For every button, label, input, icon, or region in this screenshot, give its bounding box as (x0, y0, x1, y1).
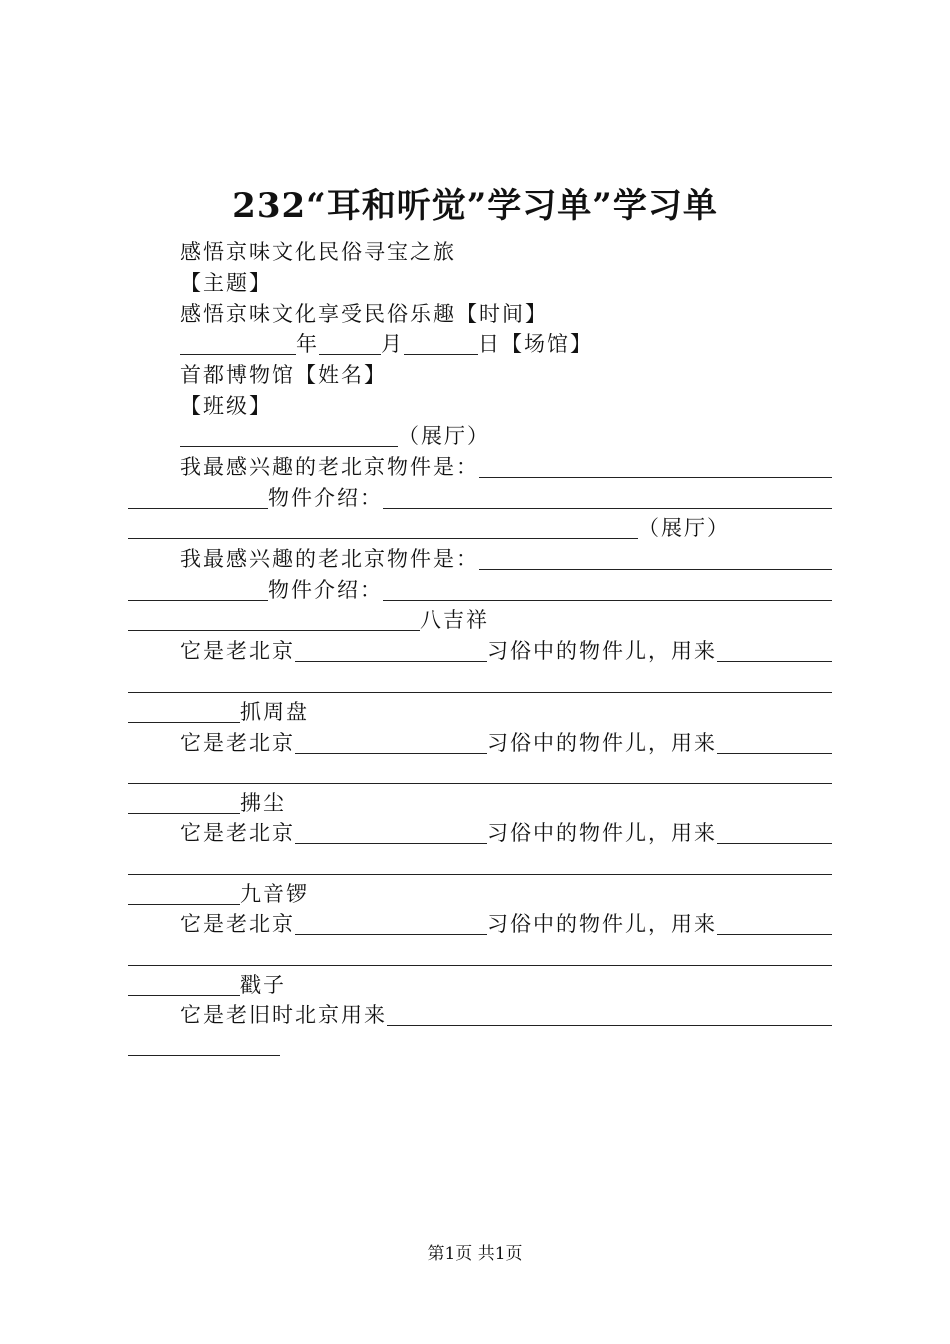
intro-blank[interactable] (383, 484, 832, 509)
use-blank[interactable] (717, 637, 832, 662)
custom-prefix: 它是老北京 (180, 639, 295, 663)
blank-line (128, 849, 832, 879)
custom-mid: 习俗中的物件儿，用来 (487, 912, 717, 936)
custom-mid: 习俗中的物件儿，用来 (487, 821, 717, 845)
custom-line (128, 636, 832, 666)
item-pre-blank[interactable] (128, 789, 240, 814)
custom-blank[interactable] (295, 819, 487, 844)
year-blank[interactable] (180, 330, 296, 355)
hall-line (128, 513, 832, 543)
intro-pre-blank[interactable] (128, 576, 268, 601)
custom-blank[interactable] (295, 637, 487, 662)
hall-label: （展厅） (638, 516, 730, 540)
custom-line (128, 909, 832, 939)
document-title: 232“耳和听觉”学习单”学习单 (232, 186, 718, 226)
custom-blank[interactable] (295, 729, 487, 754)
object-line (128, 452, 832, 482)
item-name: 戳子 (240, 973, 286, 997)
date-line (128, 329, 832, 359)
page-footer: 第1页 共1页 (427, 1244, 523, 1264)
object-blank[interactable] (479, 453, 832, 478)
custom-mid: 习俗中的物件儿，用来 (487, 639, 717, 663)
object-prompt: 我最感兴趣的老北京物件是： (180, 455, 479, 479)
custom-prefix: 它是老北京 (180, 731, 295, 755)
custom-prefix: 它是老北京 (180, 821, 295, 845)
day-blank[interactable] (404, 330, 478, 355)
intro-blank[interactable] (383, 576, 832, 601)
month-label: 月 (381, 332, 404, 356)
full-blank[interactable] (128, 759, 832, 784)
item-pre-blank[interactable] (128, 606, 420, 631)
item-pre-blank[interactable] (128, 971, 240, 996)
month-blank[interactable] (319, 330, 381, 355)
object-line (128, 544, 832, 574)
use-blank[interactable] (717, 729, 832, 754)
intro-line (128, 483, 832, 513)
text-line (128, 391, 832, 421)
text-line (128, 237, 832, 267)
hall-label: （展厅） (398, 424, 490, 448)
theme-text: 感悟京味文化享受民俗乐趣【时间】 (180, 302, 548, 326)
theme-label: 【主题】 (180, 271, 272, 295)
item-pre-blank[interactable] (128, 880, 240, 905)
use-blank[interactable] (717, 910, 832, 935)
hall-blank[interactable] (180, 422, 398, 447)
item-line (128, 970, 832, 1000)
venue-text: 首都博物馆【姓名】 (180, 363, 387, 387)
last-line (128, 1000, 832, 1030)
item-line (128, 879, 832, 909)
text-line (128, 299, 832, 329)
hall-line (128, 421, 832, 451)
class-label: 【班级】 (180, 394, 272, 418)
custom-prefix: 它是老北京 (180, 912, 295, 936)
blank-line (128, 1030, 832, 1060)
blank-line (128, 940, 832, 970)
full-blank[interactable] (128, 668, 832, 693)
item-name: 九音锣 (240, 882, 309, 906)
object-blank[interactable] (479, 545, 832, 570)
intro-line (128, 575, 832, 605)
last-blank[interactable] (387, 1001, 832, 1026)
item-line (128, 788, 832, 818)
use-blank[interactable] (717, 819, 832, 844)
year-label: 年 (296, 332, 319, 356)
item-name: 八吉祥 (420, 608, 489, 632)
custom-line (128, 728, 832, 758)
intro-label: 物件介绍： (268, 486, 383, 510)
intro-label: 物件介绍： (268, 578, 383, 602)
day-label: 日【场馆】 (478, 332, 593, 356)
custom-line (128, 818, 832, 848)
item-name: 抓周盘 (240, 700, 309, 724)
hall-blank[interactable] (128, 514, 638, 539)
last-prefix: 它是老旧时北京用来 (180, 1003, 387, 1027)
text-line (128, 360, 832, 390)
blank-line (128, 667, 832, 697)
item-name: 拂尘 (240, 791, 286, 815)
full-blank[interactable] (128, 850, 832, 875)
full-blank[interactable] (128, 941, 832, 966)
blank-line (128, 758, 832, 788)
custom-blank[interactable] (295, 910, 487, 935)
intro-pre-blank[interactable] (128, 484, 268, 509)
item-line (128, 697, 832, 727)
object-prompt: 我最感兴趣的老北京物件是： (180, 547, 479, 571)
custom-mid: 习俗中的物件儿，用来 (487, 731, 717, 755)
end-blank[interactable] (128, 1031, 280, 1056)
item-line (128, 605, 832, 635)
text-line (128, 268, 832, 298)
item-pre-blank[interactable] (128, 698, 240, 723)
subtitle-text: 感悟京味文化民俗寻宝之旅 (180, 240, 456, 264)
